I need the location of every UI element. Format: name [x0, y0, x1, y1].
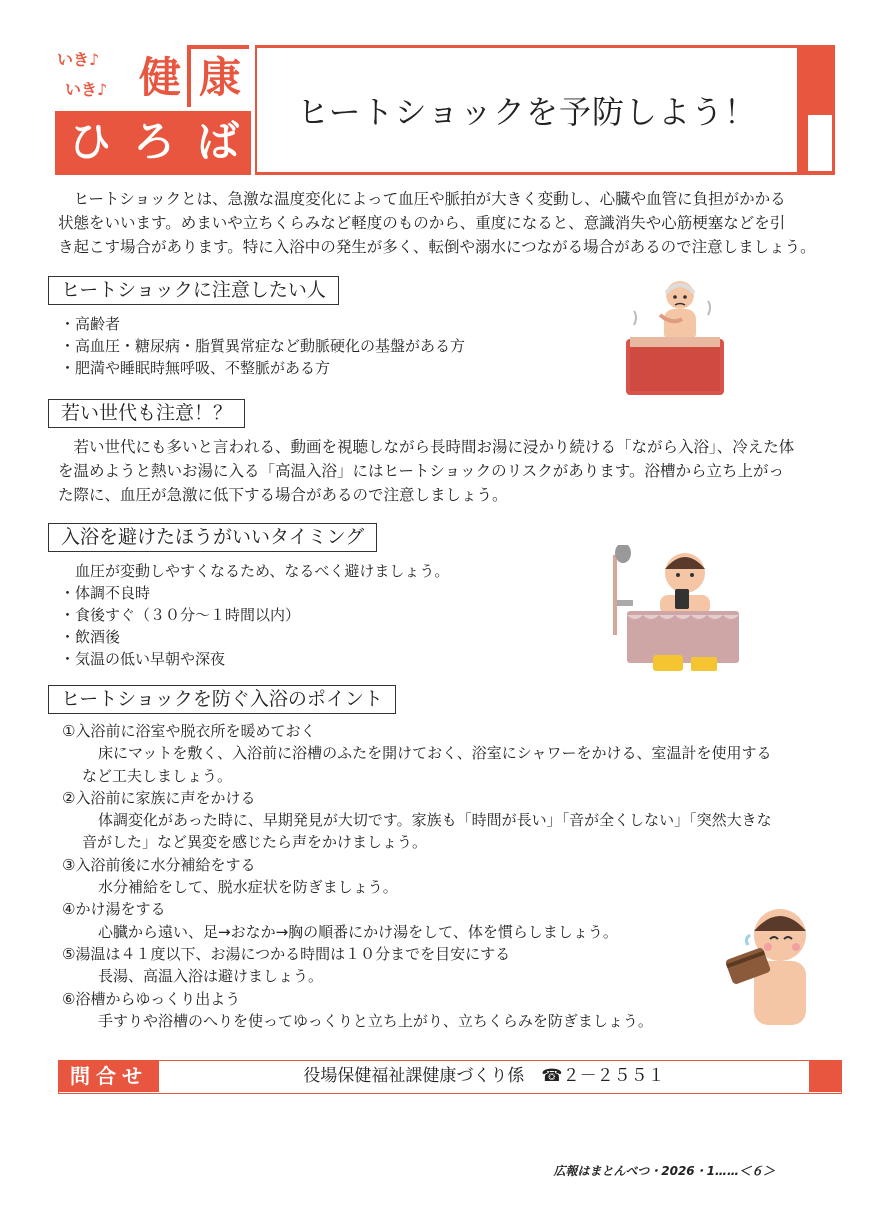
point-body: 音がした」など異変を感じたら声をかけましょう。: [82, 833, 428, 852]
intro-paragraph: [58, 187, 848, 259]
avoid-timing-list: [60, 560, 449, 670]
elderly-bath-icon: [620, 275, 730, 397]
point-body: 水分補給をして、脱水症状を防ぎましょう。: [98, 878, 398, 897]
point-title: ②入浴前に家族に声をかける: [62, 788, 256, 807]
contact-bar-end: [809, 1061, 841, 1092]
list-item: ・高齢者: [60, 315, 121, 333]
section-heading-avoid-timing: 入浴を避けたほうがいいタイミング: [48, 523, 377, 552]
point-title: ③入浴前後に水分補給をする: [62, 855, 256, 874]
point-body: など工夫しましょう。: [82, 766, 233, 785]
list-item: ・食後すぐ（３０分～１時間以内）: [60, 606, 301, 624]
contact-bar: [58, 1060, 842, 1094]
young-line: を温めようと熱いお湯に入る「高温入浴」にはヒートショックのリスクがあります。浴槽から立ち上がっ: [58, 462, 785, 480]
young-paragraph: [58, 435, 853, 507]
child-phone-bath-icon: [605, 545, 745, 677]
logo-ba: ば: [196, 117, 239, 166]
logo-ken: 健: [131, 49, 189, 107]
list-item: ・体調不良時: [60, 584, 151, 602]
list-item: ・飲酒後: [60, 628, 121, 646]
list-item: ・高血圧・糖尿病・脂質異常症など動脈硬化の基盤がある方: [60, 337, 466, 355]
section-heading-points: ヒートショックを防ぐ入浴のポイント: [48, 685, 396, 714]
intro-line: 状態をいいます。めまいや立ちくらみなど軽度のものから、重度になると、意識消失や心筋梗塞などを引: [58, 214, 786, 232]
point-body: 体調変化があった時に、早期発見が大切です。家族も「時間が長い」「音が全くしない」「突然大きな: [98, 811, 772, 830]
kakeyu-icon: [720, 905, 820, 1030]
point-title: ④かけ湯をする: [62, 900, 166, 919]
point-title: ①入浴前に浴室や脱衣所を暖めておく: [62, 722, 316, 740]
logo-ro: ろ: [132, 117, 175, 166]
young-line: た際に、血圧が急激に低下する場合があるので注意しましょう。: [58, 486, 508, 504]
point-body: 長湯、高温入浴は避けましょう。: [98, 967, 324, 986]
page-footer: 広報はまとんべつ・2026・1……＜６＞: [553, 1164, 775, 1178]
logo-kou: 康: [191, 49, 249, 107]
point-body: 手すりや浴槽のへりを使ってゆっくりと立ち上がり、立ちくらみを防ぎましょう。: [98, 1011, 653, 1030]
young-line: 若い世代にも多いと言われる、動画を視聴しながら長時間お湯に浸かり続ける「ながら入浴」、冷えた体: [58, 438, 795, 456]
contact-text: 役場保健福祉課健康づくり係 ☎２－２５５１: [303, 1066, 665, 1086]
point-title: ⑤湯温は４１度以下、お湯につかる時間は１０分までを目安にする: [62, 944, 511, 963]
avoid-lead: 血圧が変動しやすくなるため、なるべく避けましょう。: [60, 562, 450, 580]
intro-line: き起こす場合があります。特に入浴中の発生が多く、転倒や溺水につながる場合があるので注意しましょう。: [58, 238, 816, 256]
list-item: ・肥満や睡眠時無呼吸、不整脈がある方: [60, 359, 331, 377]
point-title: ⑥浴槽からゆっくり出よう: [62, 989, 241, 1008]
point-body: 床にマットを敷く、入浴前に浴槽のふたを開けておく、浴室にシャワーをかける、室温計を使用する: [98, 744, 772, 763]
section-heading-young: 若い世代も注意！？: [48, 399, 245, 428]
intro-line: ヒートショックとは、急激な温度変化によって血圧や脈拍が大きく変動し、心臓や血管に負担がかかる: [58, 190, 786, 208]
at-risk-list: [60, 313, 465, 379]
title-side-notch: [808, 115, 832, 171]
contact-label: 問合せ: [59, 1061, 159, 1092]
logo-iki-1: いき♪: [57, 50, 100, 69]
point-body: 心臓から遠い、足→おなか→胸の順番にかけ湯をして、体を慣らしましょう。: [98, 922, 618, 941]
section-heading-at-risk: ヒートショックに注意したい人: [48, 276, 339, 305]
health-corner-logo: [55, 45, 255, 175]
logo-hi: ひ: [68, 117, 111, 166]
page-title: ヒートショックを予防しよう！: [296, 93, 758, 131]
list-item: ・気温の低い早朝や深夜: [60, 650, 226, 668]
title-banner: [255, 45, 835, 175]
logo-iki-2: いき♪: [65, 80, 108, 99]
